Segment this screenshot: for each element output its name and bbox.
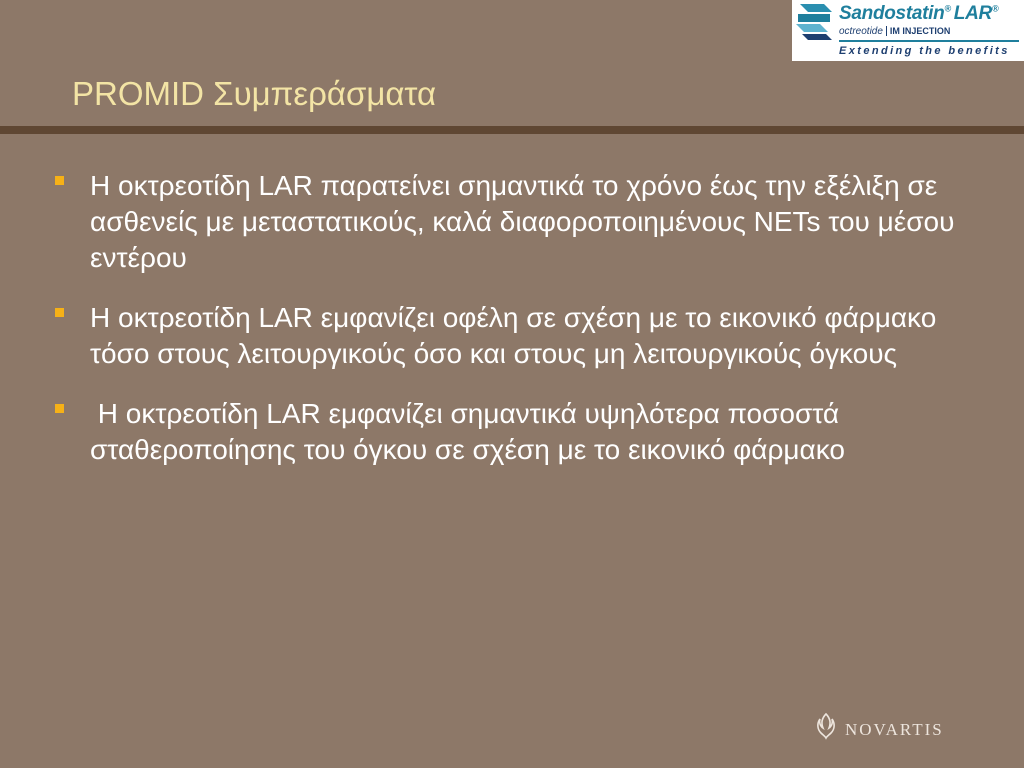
bullet-item [55,168,985,276]
novartis-logo-icon [816,712,836,740]
bullet-item [55,300,985,372]
bullet-text: Η οκτρεοτίδη LAR εμφανίζει οφέλη σε σχέση με το εικονικό φάρμακο τόσο στους λειτουργικούς όσο και στους μη λειτουργικούς όγκους [90,302,937,369]
bullet-text: Η οκτρεοτίδη LAR παρατείνει σημαντικά το χρόνο έως την εξέλιξη σε ασθενείς με μεταστατικούς, καλά διαφοροποιημένους NETs του μέσου εντέρου [90,170,955,273]
logo-generic-name: octreotide IM INJECTION [839,26,951,37]
square-bullet-icon [55,176,64,185]
logo-brand-name: Sandostatin® LAR® [839,3,999,24]
bullet-text: Η οκτρεοτίδη LAR εμφανίζει σημαντικά υψηλότερα ποσοστά σταθεροποίησης του όγκου σε σχέση με το εικονικό φάρμακο [90,398,847,465]
logo-divider [839,40,1019,42]
title-divider [0,126,1024,134]
sandostatin-logo [792,0,1024,61]
sandostatin-logo-icon [794,2,834,42]
novartis-wordmark: NOVARTIS [845,720,944,739]
slide-title: PROMID Συμπεράσματα [72,75,437,112]
logo-tagline: Extending the benefits [839,45,1010,57]
square-bullet-icon [55,308,64,317]
bullet-list [55,168,985,492]
square-bullet-icon [55,404,64,413]
bullet-item [55,396,985,468]
